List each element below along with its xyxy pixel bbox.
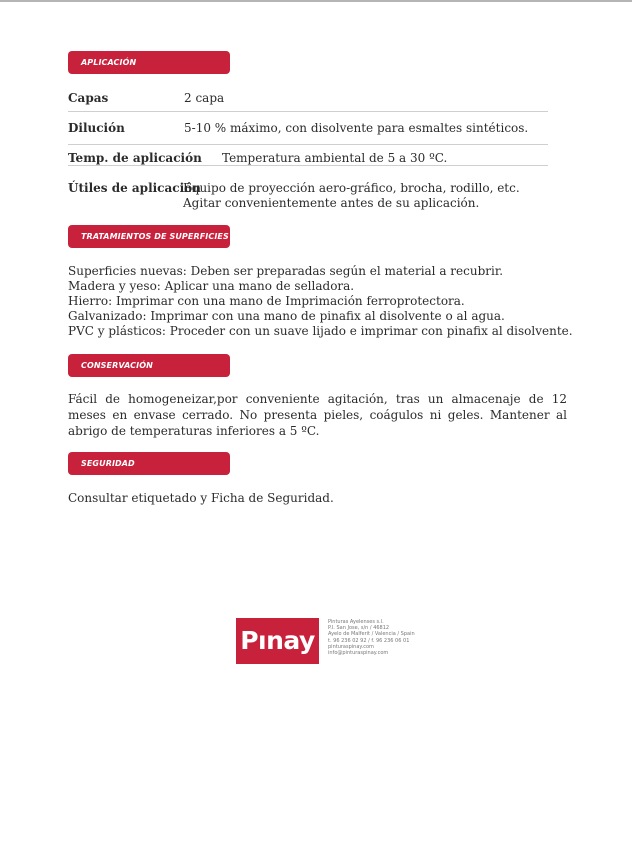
row-label: Temp. de aplicación (68, 151, 202, 165)
contact-line: t. 96 236 02 92 / f. 96 236 06 01 (328, 637, 410, 644)
section-header-conservacion: CONSERVACIÓN (68, 354, 230, 377)
tratamiento-line: Superficies nuevas: Deben ser preparadas según el material a recubrir. (68, 264, 504, 278)
tratamiento-line: Madera y yeso: Aplicar una mano de selladora. (68, 279, 355, 293)
row-label: Capas (68, 91, 109, 105)
tratamientos-text (68, 264, 573, 339)
conservacion-text: Fácil de homogeneizar,por conveniente agitación, tras un almacenaje de 12 meses en envase cerrado. No presenta pieles, coágulos ni geles. Mantener al abrigo de temperaturas inferiores a 5 ºC. (68, 392, 567, 438)
section-header-seguridad: SEGURIDAD (68, 452, 230, 475)
row-divider (68, 111, 548, 112)
row-value: Equipo de proyección aero-gráfico, brocha, rodillo, etc. (183, 181, 520, 195)
contact-line: pinturaspinay.com (328, 643, 374, 650)
tratamiento-line: Hierro: Imprimar con una mano de Imprimación ferroprotectora. (68, 294, 465, 308)
row-label: Útiles de aplicación (68, 181, 201, 195)
row-divider (68, 144, 548, 145)
row-value: 5-10 % máximo, con disolvente para esmaltes sintéticos. (184, 121, 529, 135)
company-contact-block (328, 619, 415, 656)
contact-line: Ayelo de Malferit / Valencia / Spain (328, 631, 415, 638)
top-border-line (0, 0, 632, 2)
tratamiento-line: Galvanizado: Imprimar con una mano de pinafix al disolvente o al agua. (68, 309, 505, 323)
row-label: Dilución (68, 121, 125, 135)
row-divider (68, 165, 548, 166)
contact-line: Pinturas Ayelenses s.l. (328, 619, 384, 625)
seguridad-text: Consultar etiquetado y Ficha de Seguridad. (68, 491, 334, 505)
row-value: Temperatura ambiental de 5 a 30 ºC. (222, 151, 448, 165)
tratamiento-line: PVC y plásticos: Proceder con un suave lijado e imprimar con pinafix al disolvente. (68, 324, 573, 338)
contact-line: P.I. San Jose, s/n / 46812 (328, 625, 390, 632)
contact-line: info@pinturaspinay.com (328, 650, 389, 657)
section-header-aplicacion: APLICACIÓN (68, 51, 230, 74)
section-header-tratamientos: TRATAMIENTOS DE SUPERFICIES (68, 225, 230, 248)
pinay-logo: Pınay (236, 618, 319, 664)
row-value-second-line: Agitar convenientemente antes de su aplicación. (183, 196, 480, 210)
row-value: 2 capa (184, 91, 225, 105)
